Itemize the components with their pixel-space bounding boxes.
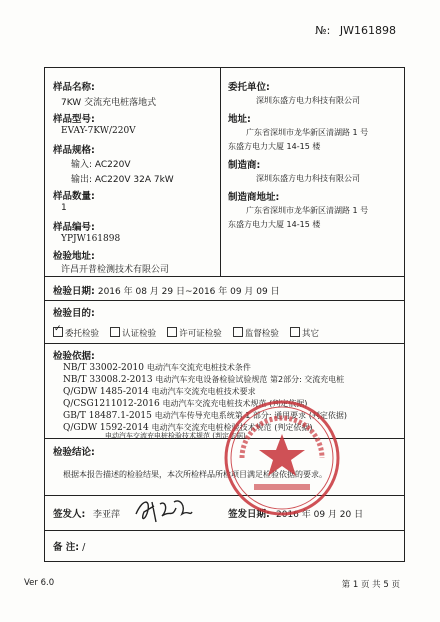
sample-model-value: EVAY-7KW/220V [61, 126, 136, 136]
client-address-line2: 东盛方电力大厦 14-15 楼 [228, 142, 321, 151]
sample-code-value: YPJW161898 [61, 234, 121, 244]
sample-spec-output: 输出: AC220V 32A 7kW [71, 175, 174, 185]
serial-label: №: [315, 24, 331, 37]
purpose-option-other: 其它 [290, 327, 319, 339]
issuer-label: 签发人: [53, 509, 86, 520]
issue-date-label: 签发日期: [228, 509, 270, 520]
serial-number [315, 24, 396, 37]
basis-item: GB/T 18487.1-2015 电动汽车传导充电系统第 1 部分: 通用要求 (判定依据) [63, 411, 347, 421]
basis-item: Q/GDW 1592-2014 电动汽车交流充电桩检验技术规范 (判定依据) [63, 423, 313, 433]
issuer-name: 李亚萍 [93, 510, 121, 520]
maker-address-label: 制造商地址: [228, 192, 280, 203]
remarks [53, 539, 85, 553]
checkbox-empty-icon [110, 327, 120, 337]
sample-name-value: 7KW 交流充电桩落地式 [61, 98, 157, 108]
sample-name-label: 样品名称: [53, 82, 95, 93]
checkbox-checked-icon [53, 327, 63, 337]
page-counter: 第 1 页 共 5 页 [341, 580, 400, 590]
purpose-option-certification: 认证检验 [110, 327, 156, 339]
client-address-label: 地址: [228, 114, 251, 125]
sample-qty-value: 1 [61, 203, 67, 213]
handwritten-signature [132, 492, 194, 528]
maker-address-line1: 广东省深圳市龙华新区清湖路 1 号 [246, 206, 369, 215]
serial-value: JW161898 [339, 24, 396, 37]
client-address-line1: 广东省深圳市龙华新区清湖路 1 号 [246, 128, 369, 137]
sample-model-label: 样品型号: [53, 114, 95, 125]
remarks-label: 备 注: [53, 542, 80, 553]
conclusion-label: 检验结论: [53, 447, 95, 458]
test-purpose-options [53, 321, 325, 340]
remarks-value: / [82, 542, 86, 553]
row-divider [45, 300, 404, 301]
sample-code-label: 样品编号: [53, 222, 95, 233]
test-period-value: 2016 年 08 月 29 日~2016 年 09 月 09 日 [97, 287, 280, 297]
basis-item-overlap: 电动汽车交流充电桩检验技术规范 (判定依据) [105, 432, 246, 440]
test-basis-label: 检验依据: [53, 351, 95, 362]
client-label: 委托单位: [228, 82, 270, 93]
purpose-option-license: 许可证检验 [167, 327, 222, 339]
basis-item: NB/T 33008.2-2013 电动汽车充电设备检验试验规范 第2部分: 交流充电桩 [63, 375, 345, 385]
test-purpose-label: 检验目的: [53, 308, 95, 319]
conclusion-text: 根据本报告描述的检验结果，本次所检样品所检项目满足检验依据的要求。 [63, 470, 327, 479]
row-divider [45, 276, 404, 277]
checkbox-empty-icon [167, 327, 177, 337]
checkbox-empty-icon [290, 327, 300, 337]
column-divider [220, 68, 221, 276]
test-address-label: 检验地址: [53, 251, 95, 262]
maker-label: 制造商: [228, 160, 261, 171]
sample-spec-input: 输入: AC220V [71, 160, 131, 170]
maker-address-line2: 东盛方电力大厦 14-15 楼 [228, 220, 321, 229]
issue-date-value: 2016 年 09 月 20 日 [276, 510, 364, 520]
test-period [53, 283, 280, 297]
test-address-value: 许昌开普检测技术有限公司 [61, 265, 170, 275]
basis-item: Q/CSG1211012-2016 电动汽车交流充电桩技术规范 (判定依据) [63, 399, 308, 409]
maker-value: 深圳东盛方电力科技有限公司 [256, 174, 360, 183]
purpose-option-supervision: 监督检验 [233, 327, 279, 339]
row-divider [45, 530, 404, 531]
client-value: 深圳东盛方电力科技有限公司 [256, 96, 360, 105]
purpose-option-commissioned: ✓委托检验 [53, 327, 99, 339]
test-period-label: 检验日期: [53, 286, 95, 297]
official-seal-icon [222, 398, 342, 518]
sample-qty-label: 样品数量: [53, 191, 95, 202]
sample-spec-label: 样品规格: [53, 145, 95, 156]
basis-item: NB/T 33002-2010 电动汽车交流充电桩技术条件 [63, 363, 251, 373]
checkbox-empty-icon [233, 327, 243, 337]
row-divider [45, 343, 404, 344]
version-label: Ver 6.0 [24, 578, 55, 588]
basis-item: Q/GDW 1485-2014 电动汽车交流充电桩技术要求 [63, 387, 256, 397]
